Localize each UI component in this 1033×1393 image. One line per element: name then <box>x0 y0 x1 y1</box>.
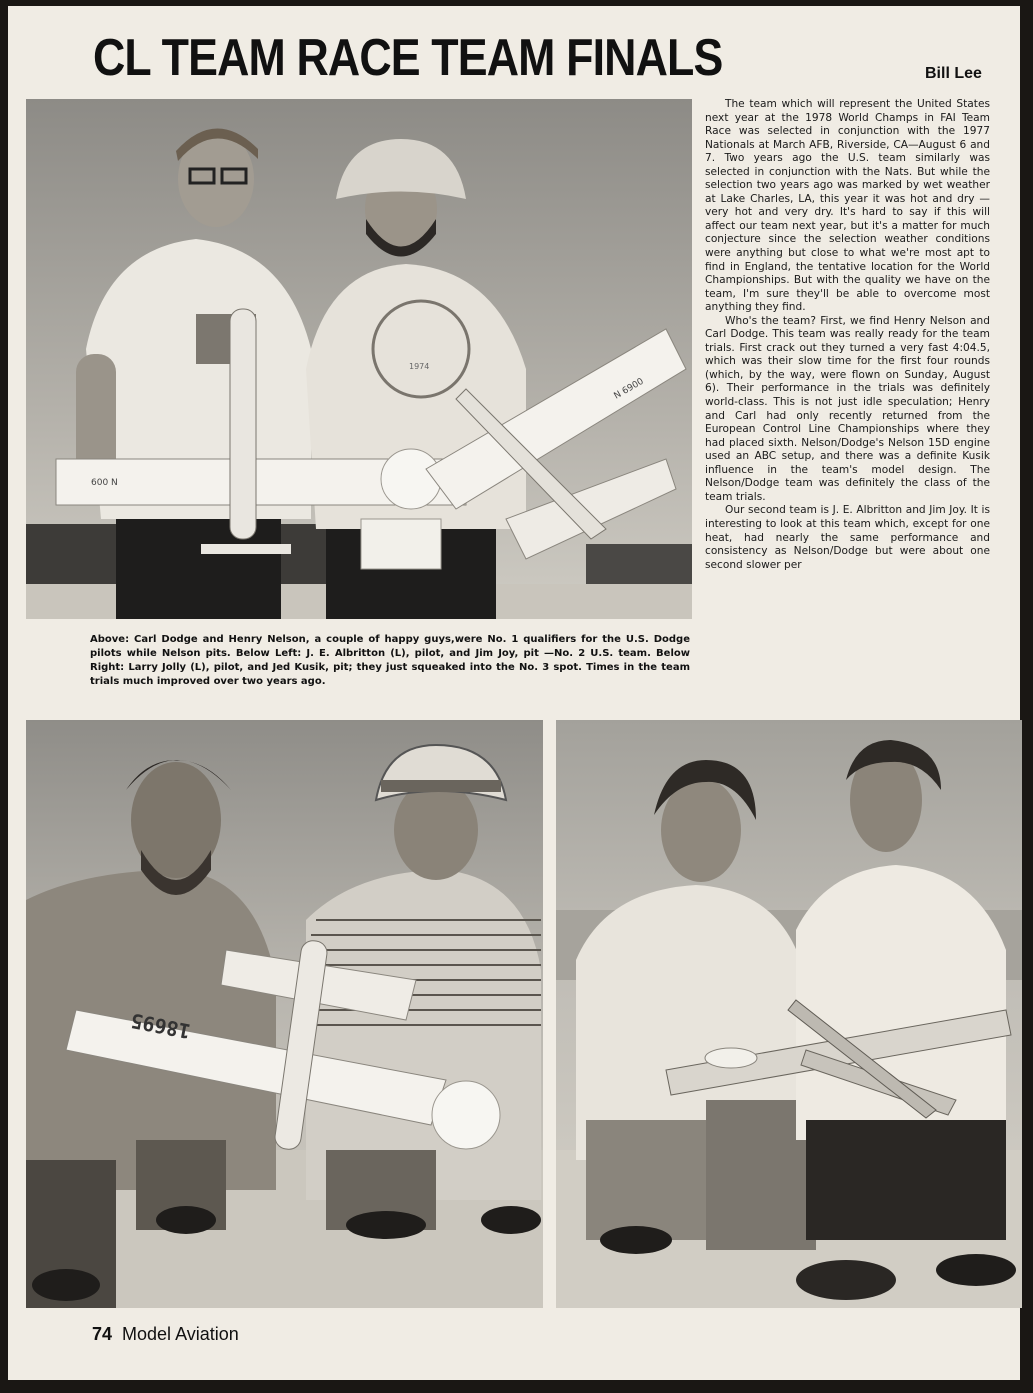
article-body <box>705 98 990 572</box>
article-author: Bill Lee <box>925 65 982 82</box>
page-footer <box>92 1324 239 1345</box>
publication-name: Model Aviation <box>122 1324 239 1344</box>
photo-albritton-joy-illustration <box>26 720 543 1308</box>
shirt-emblem-text: 1974 <box>409 362 430 371</box>
article-title: CL TEAM RACE TEAM FINALS <box>93 29 723 87</box>
photo-jolly-kusik-illustration <box>556 720 1022 1308</box>
body-paragraph-1: The team which will represent the United States next year at the 1978 World Champs in FAI Team Race was selected in conjunction with the 1977 Nationals at March AFB, Riverside, CA—August 6 and 7. Two years ago the U.S. team similarly was selected in conjunction with the Nats. But while the selection two years ago was marked by wet weather at Lake Charles, LA, this year it was hot and dry —very hot and very dry. It's hard to say if this will affect our team next year, but it's a matter for much conjecture since the selection weather conditions were anything but close to what we're most apt to find in England, the tentative location for the World Championships. But with the quality we have on the team, I'm sure they'll be able to overcome most anything they find. <box>705 98 990 314</box>
photo-caption: Above: Carl Dodge and Henry Nelson, a couple of happy guys,were No. 1 qualifiers for the U.S. Dodge pilots while Nelson pits. Below Left: J. E. Albritton (L), pilot, and Jim Joy, pit —No. 2 U.S. team. Below Right: Larry Jolly (L), pilot, and Jed Kusik, pit; they just squeaked into the No. 3 spot. Times in the team trials much improved over two years ago. <box>90 634 690 687</box>
wing-number-bottom-left: 18695 <box>128 1008 193 1044</box>
page-number: 74 <box>92 1324 113 1344</box>
photo-albritton-joy <box>26 720 543 1308</box>
body-paragraph-3: Our second team is J. E. Albritton and Jim Joy. It is interesting to look at this team which, except for one heat, had nearly the same performance and consistency as Nelson/Dodge but were about one second slower per <box>705 504 990 571</box>
photo-nelson-dodge-illustration <box>26 99 692 619</box>
wing-number-left: 600 N <box>91 478 118 488</box>
body-paragraph-2: Who's the team? First, we find Henry Nelson and Carl Dodge. This team was really ready for the team trials. First crack out they turned a very fast 4:04.5, which was their slow time for the first four rounds (which, by the way, were flown on Sunday, August 6). Their performance in the trials was definitely world-class. This is not just idle speculation; Henry and Carl had only recently returned from the European Control Line Championships where they had placed sixth. Nelson/Dodge's Nelson 15D engine used an ABC setup, and there was a definite Kusik influence in the team's model design. The Nelson/Dodge team was definitely the class of the team trials. <box>705 314 990 503</box>
photo-nelson-dodge <box>26 99 692 619</box>
photo-jolly-kusik <box>556 720 1022 1308</box>
wing-number-right: N 6900 <box>612 376 646 402</box>
magazine-page <box>8 6 1020 1380</box>
